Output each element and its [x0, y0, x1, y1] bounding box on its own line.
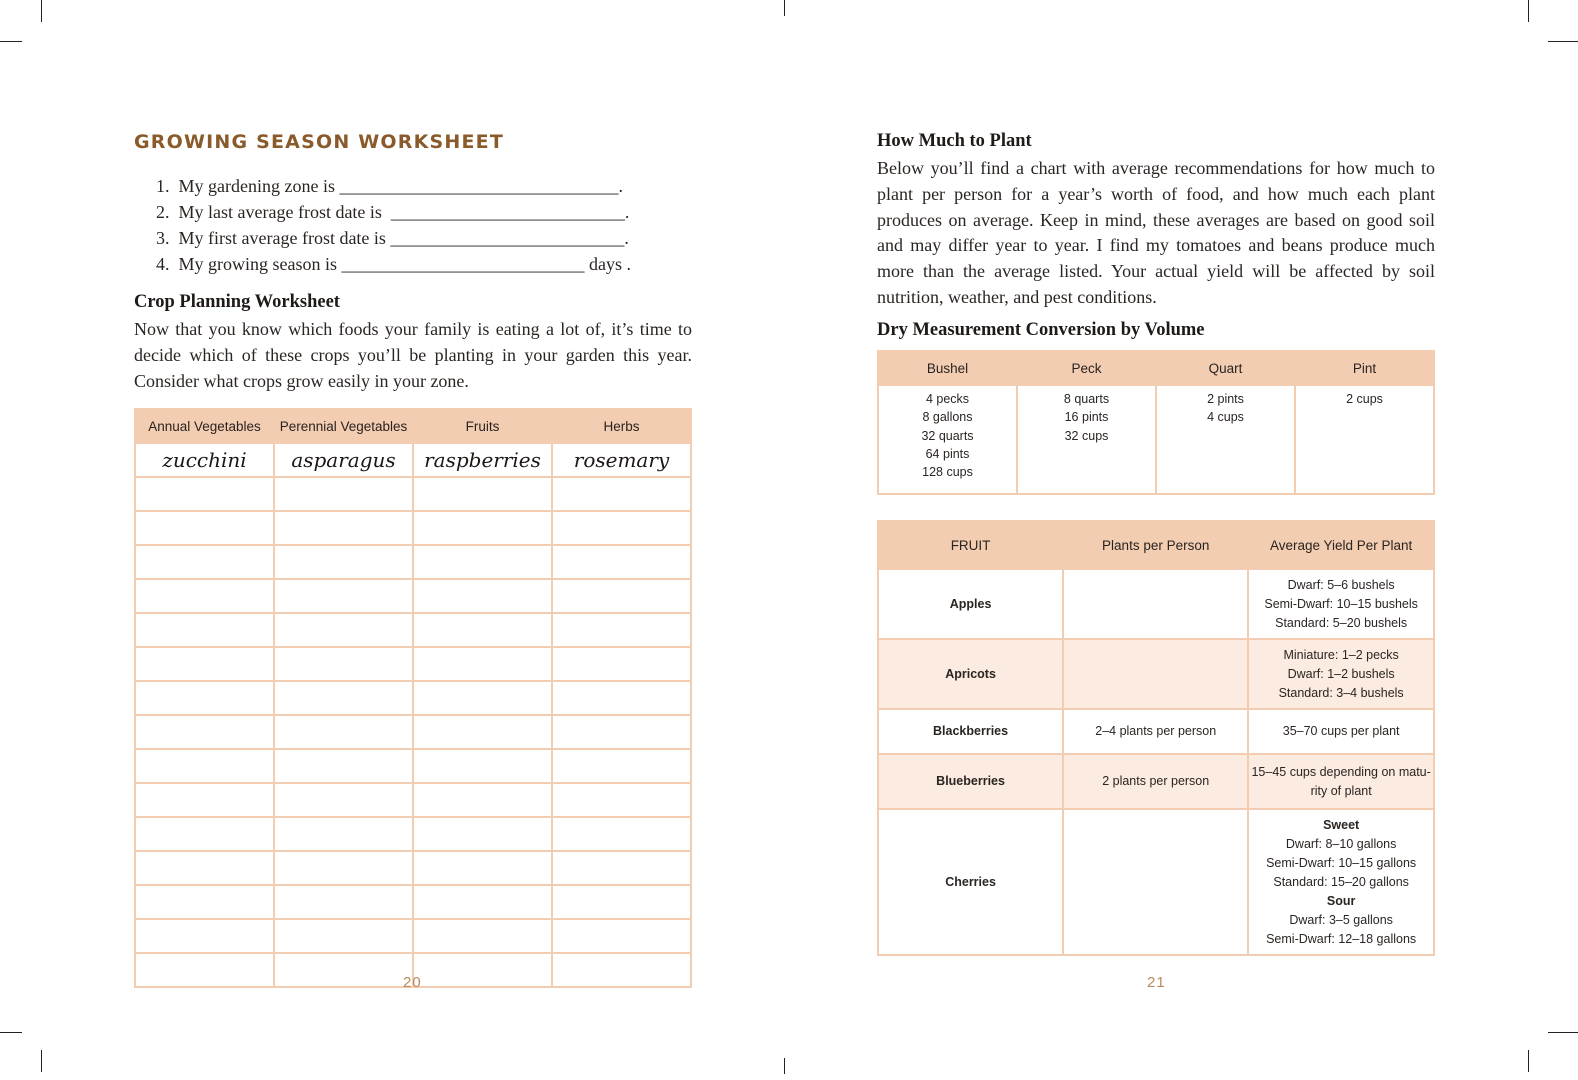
- blank-entry-cell[interactable]: [135, 511, 274, 545]
- blank-entry-cell[interactable]: [413, 919, 552, 953]
- table-row: [135, 579, 691, 613]
- question-item: 1. My gardening zone is _______________________________.: [156, 176, 623, 196]
- blank-entry-cell[interactable]: [552, 953, 691, 987]
- blank-entry-cell[interactable]: [552, 579, 691, 613]
- yield-line: Dwarf: 8–10 gallons: [1285, 836, 1397, 851]
- table-row: [878, 809, 1434, 955]
- column-header: Plants per Person: [1063, 521, 1248, 569]
- average-yield: [1248, 709, 1434, 754]
- blank-entry-cell[interactable]: [135, 477, 274, 511]
- column-header: Fruits: [413, 409, 552, 443]
- column-header: Quart: [1156, 351, 1295, 385]
- table-row: [878, 709, 1434, 754]
- blank-entry-cell[interactable]: [413, 647, 552, 681]
- yield-line: Miniature: 1–2 pecks: [1283, 647, 1399, 662]
- plants-per-person: 2–4 plants per person: [1063, 709, 1248, 754]
- blank-entry-cell[interactable]: [413, 953, 552, 987]
- column-header: Bushel: [878, 351, 1017, 385]
- blank-entry-cell[interactable]: [274, 579, 413, 613]
- blank-entry-cell[interactable]: [413, 749, 552, 783]
- table-row: [135, 885, 691, 919]
- blank-entry-cell[interactable]: [135, 613, 274, 647]
- table-cell: [1017, 385, 1156, 494]
- blank-entry-cell[interactable]: [413, 715, 552, 749]
- cell-line: 16 pints: [1064, 410, 1109, 425]
- column-header: FRUIT: [878, 521, 1063, 569]
- blank-entry-cell[interactable]: [552, 647, 691, 681]
- blank-entry-cell[interactable]: [274, 511, 413, 545]
- blank-entry-cell[interactable]: [274, 783, 413, 817]
- blank-entry-cell[interactable]: [135, 919, 274, 953]
- column-header: Annual Vegetables: [135, 409, 274, 443]
- blank-entry-cell[interactable]: [274, 885, 413, 919]
- dry-measurement-heading: Dry Measurement Conversion by Volume: [877, 320, 1205, 340]
- yield-subheading: Sour: [1326, 893, 1356, 908]
- column-header: Perennial Vegetables: [274, 409, 413, 443]
- table-row: [135, 681, 691, 715]
- table-row: [135, 749, 691, 783]
- blank-entry-cell[interactable]: [552, 545, 691, 579]
- column-header: Peck: [1017, 351, 1156, 385]
- crop-planning-heading: Crop Planning Worksheet: [134, 292, 340, 312]
- yield-line: Semi-Dwarf: 10–15 gallons: [1266, 855, 1417, 870]
- cell-line: 2 pints: [1207, 392, 1244, 406]
- table-row: [878, 569, 1434, 639]
- cell-line: 4 cups: [1207, 410, 1244, 425]
- cell-line: 2 cups: [1346, 392, 1383, 406]
- yield-line: Semi-Dwarf: 10–15 bushels: [1264, 596, 1418, 611]
- fruit-name: Apricots: [878, 639, 1063, 709]
- fruit-name: Blueberries: [878, 754, 1063, 809]
- handwritten-entry[interactable]: zucchini: [135, 443, 274, 477]
- yield-line: 35–70 cups per plant: [1282, 724, 1400, 738]
- blank-entry-cell[interactable]: [135, 953, 274, 987]
- blank-entry-cell[interactable]: [552, 885, 691, 919]
- table-row: [135, 647, 691, 681]
- blank-entry-cell[interactable]: [135, 783, 274, 817]
- zone-questions: [156, 173, 631, 277]
- handwritten-entry[interactable]: asparagus: [274, 443, 413, 477]
- how-much-heading: How Much to Plant: [877, 131, 1032, 151]
- table-row: [878, 639, 1434, 709]
- cell-line: 8 gallons: [922, 410, 973, 425]
- fruit-name: Cherries: [878, 809, 1063, 955]
- blank-entry-cell[interactable]: [413, 545, 552, 579]
- average-yield: [1248, 569, 1434, 639]
- table-cell: [878, 385, 1017, 494]
- blank-entry-cell[interactable]: [135, 749, 274, 783]
- table-header-row: [878, 521, 1434, 569]
- blank-entry-cell[interactable]: [413, 783, 552, 817]
- blank-entry-cell[interactable]: [274, 817, 413, 851]
- column-header: Herbs: [552, 409, 691, 443]
- blank-entry-cell[interactable]: [552, 477, 691, 511]
- blank-entry-cell[interactable]: [274, 953, 413, 987]
- plants-per-person: [1063, 809, 1248, 955]
- blank-entry-cell[interactable]: [135, 647, 274, 681]
- cell-line: 32 quarts: [921, 428, 974, 443]
- blank-entry-cell[interactable]: [552, 511, 691, 545]
- blank-entry-cell[interactable]: [413, 885, 552, 919]
- blank-entry-cell[interactable]: [552, 613, 691, 647]
- cell-line: 64 pints: [925, 446, 970, 461]
- blank-entry-cell[interactable]: [135, 545, 274, 579]
- blank-entry-cell[interactable]: [274, 919, 413, 953]
- blank-entry-cell[interactable]: [413, 579, 552, 613]
- table-cell: [1156, 385, 1295, 494]
- fruit-name: Apples: [878, 569, 1063, 639]
- table-row: [135, 715, 691, 749]
- table-row: [135, 545, 691, 579]
- average-yield: [1248, 809, 1434, 955]
- table-header-row: [878, 351, 1434, 385]
- cell-line: 8 quarts: [1063, 392, 1110, 406]
- handwritten-entry[interactable]: raspberries: [413, 443, 552, 477]
- table-row: [135, 477, 691, 511]
- table-row: [135, 817, 691, 851]
- blank-entry-cell[interactable]: [274, 715, 413, 749]
- yield-line: Dwarf: 3–5 gallons: [1289, 912, 1393, 927]
- average-yield: [1248, 639, 1434, 709]
- yield-line: Standard: 15–20 gallons: [1273, 874, 1409, 889]
- table-row: [135, 613, 691, 647]
- table-row: [135, 851, 691, 885]
- yield-line: Dwarf: 5–6 bushels: [1287, 577, 1395, 592]
- plants-per-person: [1063, 639, 1248, 709]
- column-header: Average Yield Per Plant: [1248, 521, 1434, 569]
- blank-entry-cell[interactable]: [413, 851, 552, 885]
- table-row: [135, 511, 691, 545]
- blank-entry-cell[interactable]: [413, 817, 552, 851]
- table-row: [135, 783, 691, 817]
- blank-entry-cell[interactable]: [274, 851, 413, 885]
- blank-entry-cell[interactable]: [552, 851, 691, 885]
- cell-line: 32 cups: [1064, 428, 1109, 443]
- table-row: [135, 919, 691, 953]
- blank-entry-cell[interactable]: [274, 647, 413, 681]
- yield-line: 15–45 cups depending on matu-: [1251, 764, 1431, 779]
- crop-planning-paragraph: Now that you know which foods your family is eating a lot of, it’s time to decide which of these crops you’ll be planting in your garden this year. Consider what crops grow easily in your zone.: [134, 319, 692, 391]
- blank-entry-cell[interactable]: [274, 477, 413, 511]
- blank-entry-cell[interactable]: [413, 681, 552, 715]
- table-row: [878, 385, 1434, 494]
- blank-entry-cell[interactable]: [135, 885, 274, 919]
- plants-per-person: 2 plants per person: [1063, 754, 1248, 809]
- average-yield: [1248, 754, 1434, 809]
- page-number: 20: [403, 974, 422, 991]
- blank-entry-cell[interactable]: [552, 817, 691, 851]
- blank-entry-cell[interactable]: [274, 681, 413, 715]
- blank-entry-cell[interactable]: [135, 817, 274, 851]
- question-item: 4. My growing season is ___________________________ days .: [156, 254, 631, 274]
- blank-entry-cell[interactable]: [135, 715, 274, 749]
- blank-entry-cell[interactable]: [552, 715, 691, 749]
- yield-line: Semi-Dwarf: 12–18 gallons: [1266, 931, 1417, 946]
- blank-entry-cell[interactable]: [552, 783, 691, 817]
- column-header: Pint: [1295, 351, 1434, 385]
- blank-entry-cell[interactable]: [413, 511, 552, 545]
- blank-entry-cell[interactable]: [413, 613, 552, 647]
- table-header-row: [135, 409, 691, 443]
- blank-entry-cell[interactable]: [552, 681, 691, 715]
- blank-entry-cell[interactable]: [274, 749, 413, 783]
- crop-planning-table: [134, 408, 692, 988]
- blank-entry-cell[interactable]: [413, 477, 552, 511]
- worksheet-title: GROWING SEASON WORKSHEET: [134, 131, 505, 153]
- yield-subheading: Sweet: [1323, 817, 1360, 832]
- handwritten-entry[interactable]: rosemary: [552, 443, 691, 477]
- fruit-name: Blackberries: [878, 709, 1063, 754]
- table-row: [878, 754, 1434, 809]
- blank-entry-cell[interactable]: [135, 851, 274, 885]
- yield-line: rity of plant: [1310, 783, 1372, 798]
- table-row: [135, 443, 691, 477]
- yield-line: Standard: 3–4 bushels: [1278, 685, 1404, 700]
- yield-line: Dwarf: 1–2 bushels: [1287, 666, 1395, 681]
- yield-line: Standard: 5–20 bushels: [1275, 615, 1408, 630]
- dry-measurement-table: [877, 350, 1435, 495]
- blank-entry-cell[interactable]: [552, 749, 691, 783]
- cell-line: 4 pecks: [925, 392, 970, 406]
- blank-entry-cell[interactable]: [135, 681, 274, 715]
- plants-per-person: [1063, 569, 1248, 639]
- page-number: 21: [1147, 974, 1166, 991]
- question-item: 3. My first average frost date is __________________________.: [156, 228, 629, 248]
- blank-entry-cell[interactable]: [552, 919, 691, 953]
- table-cell: [1295, 385, 1434, 494]
- fruit-yield-table: [877, 520, 1435, 956]
- blank-entry-cell[interactable]: [274, 545, 413, 579]
- blank-entry-cell[interactable]: [135, 579, 274, 613]
- how-much-paragraph: Below you’ll find a chart with average recommendations for how much to plant per person for a year’s worth of food, and how much each plant produces on average. Keep in mind, these averages are based on good soil and may differ year to year. I find my tomatoes and beans produce much more than the average listed. Your actual yield will be affected by soil nutrition, weather, and pest conditions.: [877, 158, 1435, 307]
- question-item: 2. My last average frost date is __________________________.: [156, 202, 630, 222]
- blank-entry-cell[interactable]: [274, 613, 413, 647]
- cell-line: 128 cups: [922, 465, 973, 480]
